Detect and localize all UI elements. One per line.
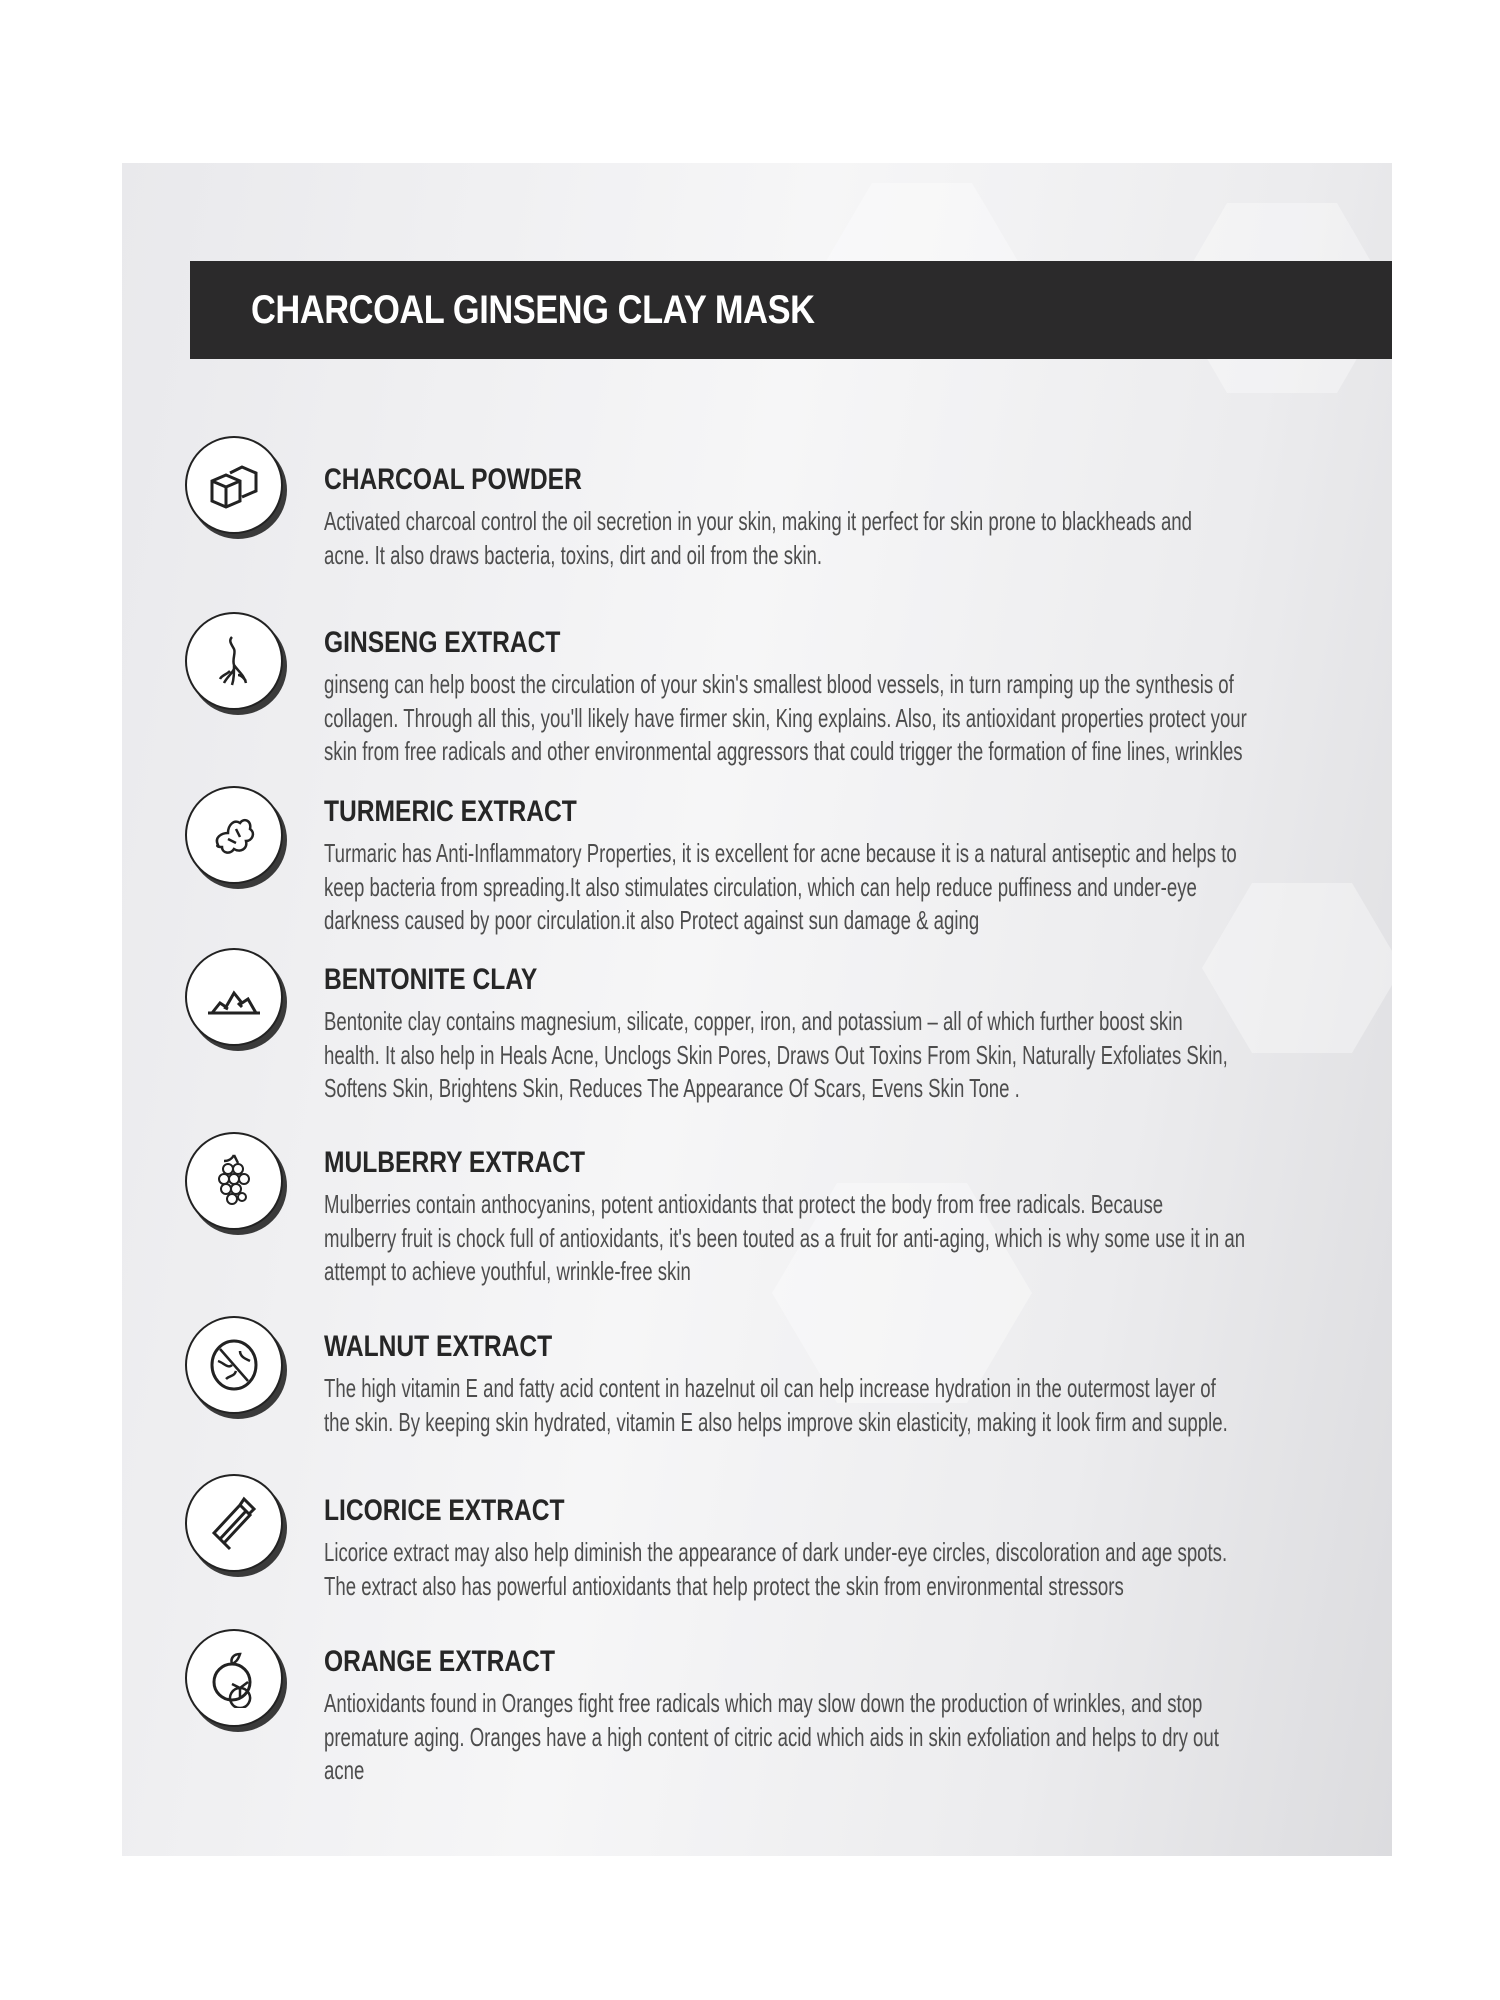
charcoal-cubes-icon (204, 455, 264, 515)
description-line: darkness caused by poor circulation.it also Protect against sun damage & aging (324, 905, 980, 935)
ingredient-description (324, 1687, 1500, 1788)
ingredient-heading: GINSENG EXTRACT (324, 626, 561, 659)
clay-mound-icon (204, 967, 264, 1027)
icon-badge (185, 436, 283, 534)
description-line: The high vitamin E and fatty acid content in hazelnut oil can help increase hydration in the outermost layer of (324, 1373, 1216, 1403)
description-line: skin from free radicals and other environmental aggressors that could trigger the formation of fine lines, wrinkles (324, 736, 1243, 766)
icon-badge (185, 786, 283, 884)
description-line: health. It also help in Heals Acne, Unclogs Skin Pores, Draws Out Toxins From Skin, Naturally Exfoliates Skin, (324, 1039, 1228, 1070)
description-line: Turmaric has Anti-Inflammatory Properties, it is excellent for acne because it is a natural antiseptic and helps to (324, 838, 1237, 868)
ingredient-description (324, 668, 1500, 769)
description-line: Activated charcoal control the oil secretion in your skin, making it perfect for skin prone to blackheads and (324, 506, 1192, 536)
ingredient-heading: MULBERRY EXTRACT (324, 1146, 586, 1179)
mulberry-icon (204, 1151, 264, 1211)
description-line: Mulberries contain anthocyanins, potent antioxidants that protect the body from free radicals. Because (324, 1189, 1164, 1219)
icon-badge (185, 948, 283, 1046)
orange-icon (204, 1648, 264, 1708)
description-line: Antioxidants found in Oranges fight free radicals which may slow down the production of wrinkles, and stop (324, 1688, 1203, 1718)
description-line: keep bacteria from spreading.It also stimulates circulation, which can help reduce puffiness and under-eye (324, 871, 1197, 902)
licorice-sticks-icon (204, 1493, 264, 1553)
description-line: acne. It also draws bacteria, toxins, dirt and oil from the skin. (324, 539, 823, 570)
description-line: Licorice extract may also help diminish the appearance of dark under-eye circles, discoloration and age spots. (324, 1537, 1228, 1567)
icon-badge (185, 1629, 283, 1727)
description-line: The extract also has powerful antioxidants that help protect the skin from environmental stressors (324, 1570, 1124, 1601)
turmeric-root-icon (204, 805, 264, 865)
ginseng-root-icon (204, 631, 264, 691)
icon-badge (185, 612, 283, 710)
ingredient-heading: CHARCOAL POWDER (324, 463, 582, 496)
icon-badge (185, 1316, 283, 1414)
description-line: acne (324, 1755, 365, 1785)
icon-badge (185, 1474, 283, 1572)
ingredient-heading: TURMERIC EXTRACT (324, 795, 577, 828)
title-bar (190, 261, 1392, 359)
ingredient-description (324, 1372, 1500, 1439)
description-line: collagen. Through all this, you'll likely have firmer skin, King explains. Also, its antioxidant properties protect your (324, 702, 1247, 733)
ingredient-heading: LICORICE EXTRACT (324, 1494, 565, 1527)
description-line: ginseng can help boost the circulation of your skin's smallest blood vessels, in turn ramping up the synthesis of (324, 669, 1234, 699)
icon-badge (185, 1132, 283, 1230)
description-line: Bentonite clay contains magnesium, silicate, copper, iron, and potassium – all of which further boost skin (324, 1006, 1183, 1036)
walnut-icon (204, 1335, 264, 1395)
ingredient-description (324, 837, 1500, 938)
page-title: CHARCOAL GINSENG CLAY MASK (251, 288, 815, 332)
ingredient-heading: BENTONITE CLAY (324, 963, 538, 996)
description-line: attempt to achieve youthful, wrinkle-free skin (324, 1256, 691, 1286)
ingredient-description (324, 1188, 1500, 1289)
description-line: Softens Skin, Brightens Skin, Reduces The Appearance Of Scars, Evens Skin Tone . (324, 1073, 1020, 1103)
ingredient-heading: ORANGE EXTRACT (324, 1645, 555, 1678)
description-line: mulberry fruit is chock full of antioxidants, it's been touted as a fruit for anti-aging, which is why some use it in an (324, 1222, 1246, 1253)
description-line: the skin. By keeping skin hydrated, vitamin E also helps improve skin elasticity, making it look firm and supple. (324, 1406, 1228, 1437)
description-line: premature aging. Oranges have a high content of citric acid which aids in skin exfoliation and helps to dry out (324, 1721, 1219, 1752)
ingredient-description (324, 1536, 1500, 1603)
ingredient-heading: WALNUT EXTRACT (324, 1330, 553, 1363)
ingredient-description (324, 1005, 1500, 1106)
ingredient-description (324, 505, 1500, 572)
